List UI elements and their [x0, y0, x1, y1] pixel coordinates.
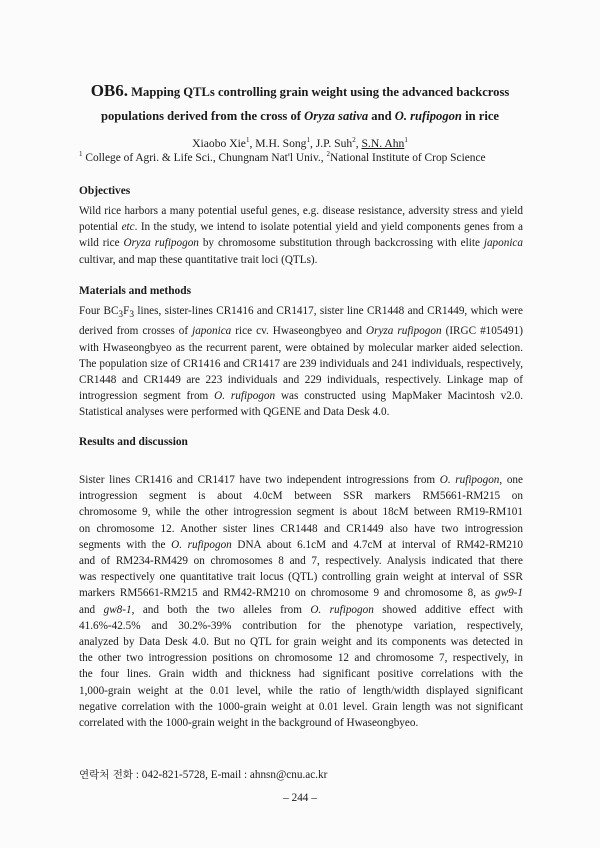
paper-title: [60, 79, 540, 128]
contact-label: 연락처 전화: [79, 769, 134, 781]
title-line-2: populations derived from the cross of Oryza sativa and O. rufipogon in rice: [100, 109, 500, 123]
author-list: Xiaobo Xie$^1$, M.H. Song$^1$, J.P. Suh$^2$, S.N. Ahn$^1$: [192, 136, 408, 150]
contact-details: : 042-821-5728, E-mail : ahnsn@cnu.ac.kr: [133, 769, 328, 781]
methods-paragraph: Four $BC_3F_3$ lines, sister-lines CR1416 and CR1417, sister line CR1448 and CR1449, which were derived from crosses of japonica rice cv. Hwaseongbyeo and Oryza rufipogon (IRGC #105491) with Hwaseongbyeo as the recurrent parent, were obtained by molecular marker aided selection. The population size of CR1416 and CR1417 are 239 individuals and 241 individuals, respectively, CR1448 and CR1449 are 223 individuals and 229 individuals, respectively. Linkage map of introgression segment from O. rufipogon was constructed using MapMaker Macintosh v2.0. Statistical analyses were performed with QGENE and Data Desk 4.0.: [79, 305, 523, 419]
contact-info: [79, 767, 327, 782]
corresponding-author: S.N. Ahn: [361, 137, 405, 150]
methods-heading: Materials and methods: [79, 285, 192, 297]
page-number: – 244 –: [283, 792, 317, 804]
affiliations: $^1$ College of Agri. & Life Sci., Chungnam Nat'l Univ., $^2$National Institute of Crop Science: [79, 150, 486, 164]
title-line-1: OB6. Mapping QTLs controlling grain weight using the advanced backcross: [90, 81, 510, 100]
results-paragraph: Sister lines CR1416 and CR1417 have two independent introgressions from O. rufipogon, one introgression segment is about 4.0cM between SSR markers RM5661-RM215 on chromosome 9, while the other introgression segment is about 18cM between RM19-RM101 on chromosome 12. Another sister lines CR1448 and CR1449 also have two introgression segments with the O. rufipogon DNA about 6.1cM and 4.7cM at interval of RM42-RM210 and of RM234-RM429 on chromosomes 8 and 7, respectively. Analysis indicated that there was respectively one quantitative trait locus (QTL) controlling grain weight at interval of SSR markers RM5661-RM215 and RM42-RM210 on chromosome 9 and chromosome 8, as gw9-1 and gw8-1, and both the two alleles from O. rufipogon showed additive effect with 41.6%-42.5% and 30.2%-39% contribution for the phenotype variation, respectively, analyzed by Data Desk 4.0. But no QTL for grain weight and its components was detected in the other two introgression positions on chromosome 12 and chromosome 7, respectively, in the four lines. Grain width and thickness had significant positive correlations with the 1,000-grain weight at the 0.01 level, while the ratio of length/width displayed significant negative correlation with the 1000-grain weight at 0.01 level. Grain length was not significant correlated with the 1000-grain weight in the background of Hwaseongbyeo.: [79, 474, 523, 730]
objectives-heading: Objectives: [79, 185, 131, 197]
abstract-code: OB6.: [90, 81, 129, 100]
objectives-paragraph: Wild rice harbors a many potential useful genes, e.g. disease resistance, adversity stress and yield potential etc. In the study, we intend to isolate potential yield and yield components genes from a wild rice Oryza rufipogon by chromosome substitution through backcrossing with elite japonica cultivar, and map these quantitative trait loci (QTLs).: [79, 205, 523, 266]
results-heading: Results and discussion: [79, 436, 188, 448]
